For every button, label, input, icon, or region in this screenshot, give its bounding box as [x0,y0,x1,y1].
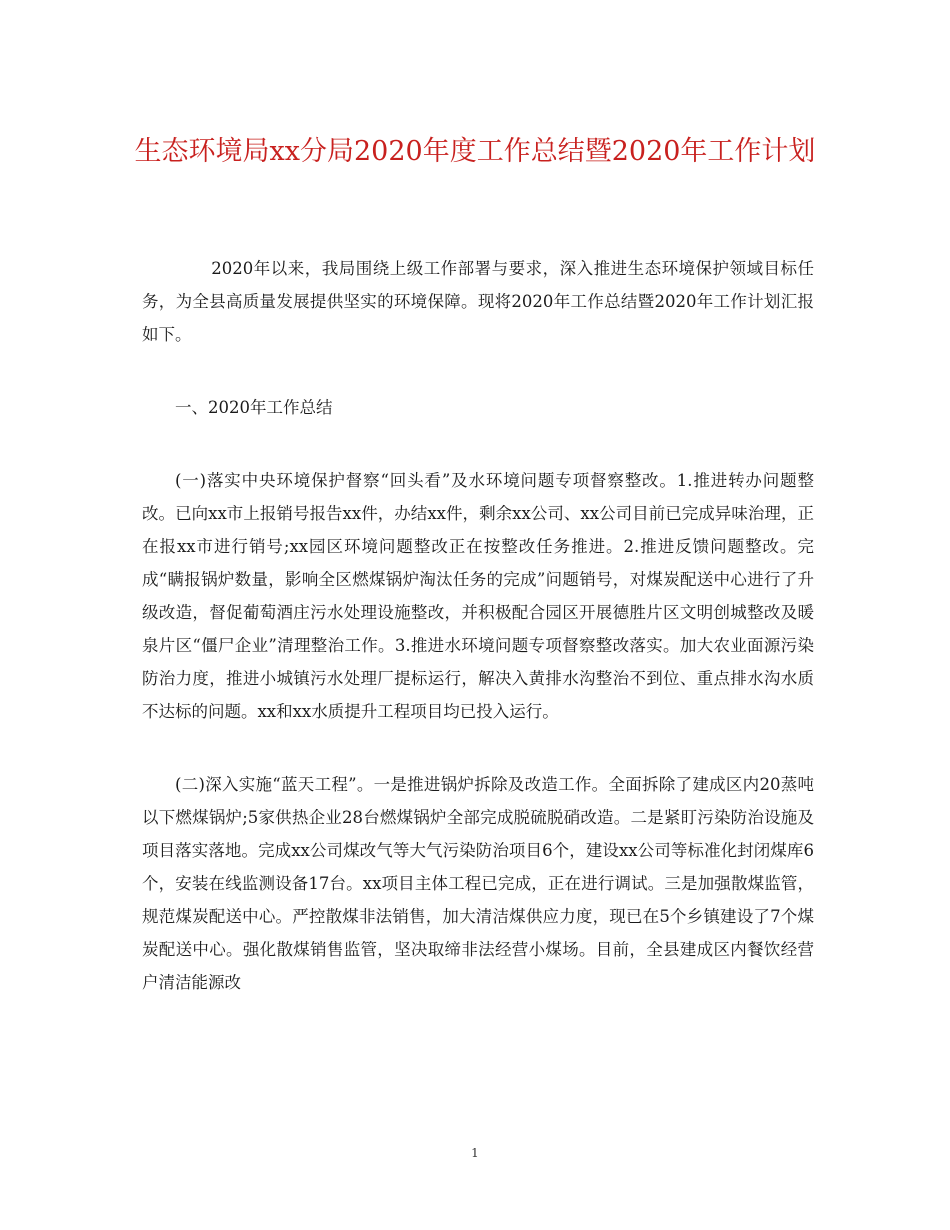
page-number: 1 [471,1146,479,1160]
paragraph-gap [142,424,814,464]
intro-paragraph: 2020年以来，我局围绕上级工作部署与要求，深入推进生态环境保护领域目标任务，为全县高质量发展提供坚实的环境保障。现将2020年工作总结暨2020年工作计划汇报如下。 [142,259,814,344]
body-paragraph: (二)深入实施“蓝天工程”。一是推进锅炉拆除及改造工作。全面拆除了建成区内20蒸吨以下燃煤锅炉;5家供热企业28台燃煤锅炉全部完成脱硫脱硝改造。二是紧盯污染防治设施及项目落实落地。完成xx公司煤改气等大气污染防治项目6个，建设xx公司等标准化封闭煤库6个，安装在线监测设备17台。xx项目主体工程已完成，正在进行调试。三是加强散煤监管，规范煤炭配送中心。严控散煤非法销售，加大清洁煤供应力度，现已在5个乡镇建设了7个煤炭配送中心。强化散煤销售监管，坚决取缔非法经营小煤场。目前，全县建成区内餐饮经营户清洁能源改 [142,775,814,992]
paragraph-gap [142,728,814,768]
paragraph-gap [142,351,814,391]
body-paragraph: (一)落实中央环境保护督察“回头看”及水环境问题专项督察整改。1.推进转办问题整改。已向xx市上报销号报告xx件，办结xx件，剩余xx公司、xx公司目前已完成异味治理，正在报xx市进行销号;xx园区环境问题整改正在按整改任务推进。2.推进反馈问题整改。完成“瞒报锅炉数量，影响全区燃煤锅炉淘汰任务的完成”问题销号，对煤炭配送中心进行了升级改造，督促葡萄酒庄污水处理设施整改，并积极配合园区开展德胜片区文明创城整改及暖泉片区“僵尸企业”清理整治工作。3.推进水环境问题专项督察整改落实。加大农业面源污染防治力度，推进小城镇污水处理厂提标运行，解决入黄排水沟整治不到位、重点排水沟水质不达标的问题。xx和xx水质提升工程项目均已投入运行。 [142,471,814,721]
document-body [142,252,814,999]
document-title: 生态环境局xx分局2020年度工作总结暨2020年工作计划 [134,136,816,167]
section-heading: 一、2020年工作总结 [175,398,333,417]
